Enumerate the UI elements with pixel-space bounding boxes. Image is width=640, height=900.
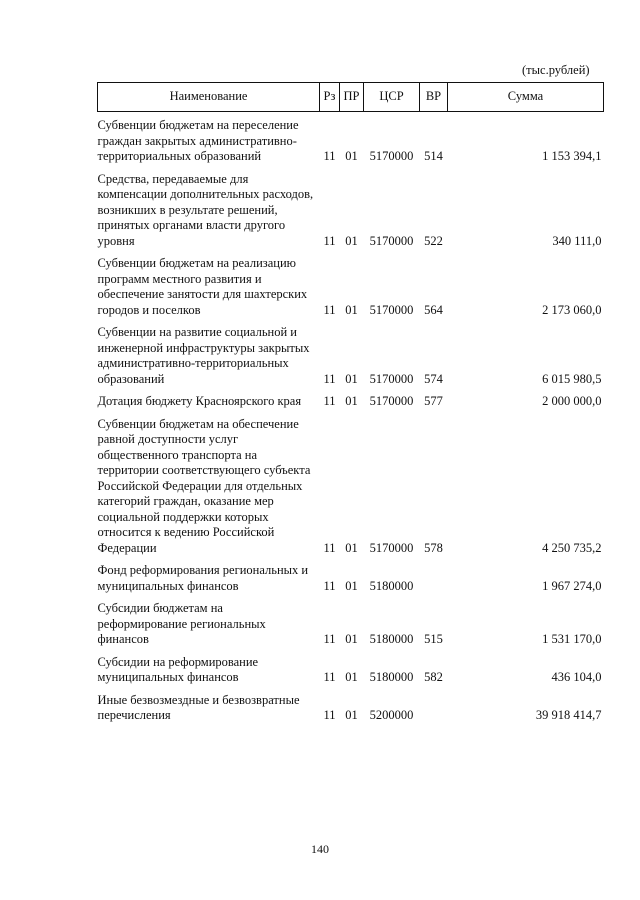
- row-sum: 1 531 170,0: [542, 632, 602, 646]
- row-rz: 11: [323, 632, 336, 646]
- row-rz: 11: [323, 149, 336, 163]
- table-row: [98, 318, 604, 387]
- row-rz: 11: [323, 371, 336, 386]
- row-name: Иные безвозмездные и безвозвратные перечисления: [97, 692, 300, 722]
- row-vr: 522: [424, 233, 443, 248]
- table-row: [98, 686, 604, 724]
- row-name: Дотация бюджету Красноярского края: [97, 394, 302, 408]
- row-pr: 01: [345, 302, 358, 317]
- table-row: [98, 410, 604, 557]
- row-csr: 5170000: [369, 394, 414, 408]
- row-name: Средства, передаваемые для компенсации дополнительных расходов, возникших в результате решений, принятых органами власти другого уровня: [97, 171, 314, 248]
- row-name: Субсидии бюджетам на реформирование региональных финансов: [97, 601, 266, 646]
- row-vr: 514: [424, 149, 443, 163]
- row-rz: 11: [323, 233, 336, 248]
- table-header-row: [98, 83, 604, 112]
- header-pr: ПР: [340, 83, 364, 112]
- row-name: Фонд реформирования региональных и муниципальных финансов: [97, 563, 309, 593]
- row-rz: 11: [323, 394, 336, 408]
- row-vr: 574: [424, 371, 443, 386]
- row-rz: 11: [323, 302, 336, 317]
- row-csr: 5170000: [369, 233, 414, 248]
- row-vr: 577: [424, 394, 443, 408]
- row-sum: 436 104,0: [551, 670, 602, 684]
- table-row: [98, 387, 604, 410]
- row-name: Субсидии на реформирование муниципальных финансов: [97, 654, 259, 684]
- row-name: Субвенции бюджетам на обеспечение равной доступности услуг общественного транспорта на территории соответствующего субъекта Российской Федерации для отдельных категорий граждан, оказание мер социальной поддержки которых относится к ведению Российской Федерации: [97, 416, 311, 555]
- row-pr: 01: [345, 708, 358, 722]
- table-row: [98, 556, 604, 594]
- row-csr: 5200000: [369, 708, 414, 722]
- row-rz: 11: [323, 540, 336, 555]
- row-csr: 5180000: [369, 578, 414, 593]
- row-vr: 515: [424, 632, 443, 646]
- budget-table: [97, 82, 604, 724]
- row-rz: 11: [323, 708, 336, 722]
- row-vr: 564: [424, 302, 443, 317]
- table-row: [98, 249, 604, 318]
- row-pr: 01: [345, 540, 358, 555]
- table-row: [98, 648, 604, 686]
- row-vr: [420, 686, 448, 724]
- row-pr: 01: [345, 578, 358, 593]
- table-row: [98, 165, 604, 250]
- row-sum: 4 250 735,2: [542, 540, 602, 555]
- row-vr: 582: [424, 670, 443, 684]
- header-vr: ВР: [420, 83, 448, 112]
- row-csr: 5170000: [369, 149, 414, 163]
- row-pr: 01: [345, 233, 358, 248]
- row-name: Субвенции бюджетам на переселение граждан закрытых административно-территориальных образований: [97, 118, 299, 163]
- page-number: 140: [311, 842, 329, 856]
- row-sum: 340 111,0: [552, 233, 602, 248]
- row-pr: 01: [345, 394, 358, 408]
- header-rz: Рз: [320, 83, 340, 112]
- table-row: [98, 594, 604, 648]
- header-sum: Сумма: [448, 83, 604, 112]
- row-vr: [420, 556, 448, 594]
- row-pr: 01: [345, 670, 358, 684]
- row-name: Субвенции на развитие социальной и инженерной инфраструктуры закрытых административно-территориальных образований: [97, 325, 310, 386]
- units-label: (тыс.рублей): [522, 63, 590, 77]
- row-sum: 2 000 000,0: [542, 394, 602, 408]
- row-sum: 1 153 394,1: [542, 149, 602, 163]
- row-vr: 578: [424, 540, 443, 555]
- row-name: Субвенции бюджетам на реализацию программ местного развития и обеспечение занятости для шахтерских городов и поселков: [97, 256, 308, 317]
- row-sum: 1 967 274,0: [542, 578, 602, 593]
- row-csr: 5170000: [369, 302, 414, 317]
- row-csr: 5180000: [369, 670, 414, 684]
- header-name: Наименование: [98, 83, 320, 112]
- row-pr: 01: [345, 149, 358, 163]
- row-csr: 5180000: [369, 632, 414, 646]
- header-csr: ЦСР: [364, 83, 420, 112]
- row-rz: 11: [323, 578, 336, 593]
- row-pr: 01: [345, 371, 358, 386]
- row-rz: 11: [323, 670, 336, 684]
- row-sum: 6 015 980,5: [542, 371, 602, 386]
- row-pr: 01: [345, 632, 358, 646]
- row-sum: 2 173 060,0: [542, 302, 602, 317]
- table-row: [98, 112, 604, 165]
- row-csr: 5170000: [369, 540, 414, 555]
- row-sum: 39 918 414,7: [535, 708, 602, 722]
- row-csr: 5170000: [369, 371, 414, 386]
